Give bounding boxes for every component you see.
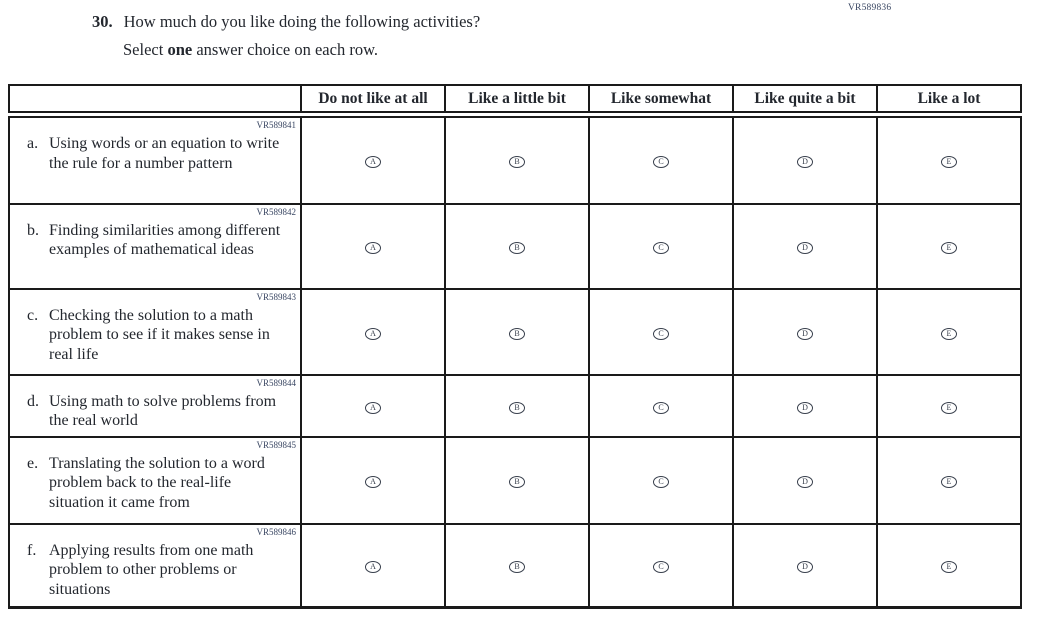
answer-cell [445, 204, 589, 289]
answer-cell [733, 289, 877, 375]
option-bubble-a[interactable]: A [365, 328, 381, 340]
answer-cell [445, 289, 589, 375]
answer-cell [445, 115, 589, 204]
answer-cell [445, 437, 589, 524]
option-bubble-a[interactable]: A [365, 402, 381, 414]
option-bubble-a[interactable]: A [365, 242, 381, 254]
answer-cell [733, 437, 877, 524]
answer-grid-table [8, 84, 1022, 609]
instruction-suffix: answer choice on each row. [192, 40, 379, 59]
answer-cell [589, 524, 733, 608]
column-header-like-somewhat: Like somewhat [589, 85, 733, 115]
row-letter-f: f. [27, 541, 37, 559]
answer-cell [877, 437, 1021, 524]
option-bubble-a[interactable]: A [365, 561, 381, 573]
option-bubble-c[interactable]: C [653, 402, 669, 414]
row-label-cell-b [9, 204, 301, 289]
option-bubble-c[interactable]: C [653, 476, 669, 488]
option-bubble-e[interactable]: E [941, 476, 957, 488]
row-letter-b: b. [27, 221, 39, 239]
option-bubble-d[interactable]: D [797, 242, 813, 254]
table-row-c [9, 289, 1021, 375]
answer-cell [589, 437, 733, 524]
answer-cell [733, 204, 877, 289]
row-code-d: VR589844 [256, 377, 296, 388]
answer-cell [877, 375, 1021, 437]
answer-cell [445, 375, 589, 437]
row-label-cell-c [9, 289, 301, 375]
option-bubble-d[interactable]: D [797, 328, 813, 340]
table-row-a [9, 115, 1021, 204]
question-instruction [123, 40, 378, 60]
option-bubble-e[interactable]: E [941, 156, 957, 168]
row-label-cell-f [9, 524, 301, 608]
row-text-e: Translating the solution to a word problem back to the real-life situation it came from [49, 454, 265, 511]
option-bubble-e[interactable]: E [941, 402, 957, 414]
row-letter-a: a. [27, 135, 39, 152]
row-code-c: VR589843 [256, 291, 296, 302]
header-corner-cell [9, 85, 301, 115]
form-corner-code: VR589836 [848, 3, 892, 13]
question-text: How much do you like doing the following activities? [123, 12, 481, 31]
row-letter-e: e. [27, 454, 39, 472]
option-bubble-b[interactable]: B [509, 242, 525, 254]
option-bubble-e[interactable]: E [941, 242, 957, 254]
option-bubble-d[interactable]: D [797, 561, 813, 573]
option-bubble-c[interactable]: C [653, 156, 669, 168]
option-bubble-b[interactable]: B [509, 328, 525, 340]
option-bubble-c[interactable]: C [653, 242, 669, 254]
table-row-f [9, 524, 1021, 608]
row-letter-d: d. [27, 392, 39, 410]
option-bubble-d[interactable]: D [797, 156, 813, 168]
row-code-b: VR589842 [256, 206, 296, 217]
row-label-cell-a [9, 115, 301, 204]
option-bubble-d[interactable]: D [797, 476, 813, 488]
option-bubble-d[interactable]: D [797, 402, 813, 414]
answer-cell [589, 289, 733, 375]
answer-cell [301, 115, 445, 204]
row-text-b: Finding similarities among different examples of mathematical ideas [49, 221, 281, 258]
answer-cell [733, 115, 877, 204]
row-text-a: Using words or an equation to write the rule for a number pattern [49, 135, 280, 172]
column-header-do-not-like-at-all: Do not like at all [301, 85, 445, 115]
option-bubble-c[interactable]: C [653, 328, 669, 340]
row-label-cell-e [9, 437, 301, 524]
option-bubble-a[interactable]: A [365, 476, 381, 488]
row-letter-c: c. [27, 306, 39, 324]
row-label-cell-d [9, 375, 301, 437]
row-text-f: Applying results from one math problem to other problems or situations [49, 541, 254, 598]
answer-cell [301, 375, 445, 437]
row-code-a: VR589841 [256, 120, 296, 130]
answer-cell [877, 115, 1021, 204]
answer-cell [589, 375, 733, 437]
answer-cell [877, 204, 1021, 289]
instruction-bold-word: one [167, 40, 193, 59]
table-row-d [9, 375, 1021, 437]
instruction-prefix: Select [123, 40, 168, 59]
question-line [92, 12, 480, 32]
answer-cell [589, 115, 733, 204]
header-row [9, 85, 1021, 115]
answer-cell [301, 437, 445, 524]
option-bubble-a[interactable]: A [365, 156, 381, 168]
option-bubble-c[interactable]: C [653, 561, 669, 573]
table-row-e [9, 437, 1021, 524]
column-header-like-a-lot: Like a lot [877, 85, 1021, 115]
row-text-d: Using math to solve problems from the real world [49, 392, 277, 429]
option-bubble-e[interactable]: E [941, 328, 957, 340]
column-header-like-a-little-bit: Like a little bit [445, 85, 589, 115]
answer-cell [877, 289, 1021, 375]
answer-cell [301, 204, 445, 289]
option-bubble-b[interactable]: B [509, 402, 525, 414]
column-header-like-quite-a-bit: Like quite a bit [733, 85, 877, 115]
answer-cell [733, 375, 877, 437]
answer-cell [445, 524, 589, 608]
table-row-b [9, 204, 1021, 289]
answer-cell [877, 524, 1021, 608]
answer-cell [589, 204, 733, 289]
answer-cell [301, 524, 445, 608]
answer-cell [733, 524, 877, 608]
answer-cell [301, 289, 445, 375]
option-bubble-b[interactable]: B [509, 156, 525, 168]
row-code-f: VR589846 [256, 526, 296, 537]
option-bubble-b[interactable]: B [509, 561, 525, 573]
row-text-c: Checking the solution to a math problem to see if it makes sense in real life [49, 306, 270, 363]
question-number: 30. [92, 12, 113, 31]
option-bubble-e[interactable]: E [941, 561, 957, 573]
row-code-e: VR589845 [256, 439, 296, 450]
option-bubble-b[interactable]: B [509, 476, 525, 488]
